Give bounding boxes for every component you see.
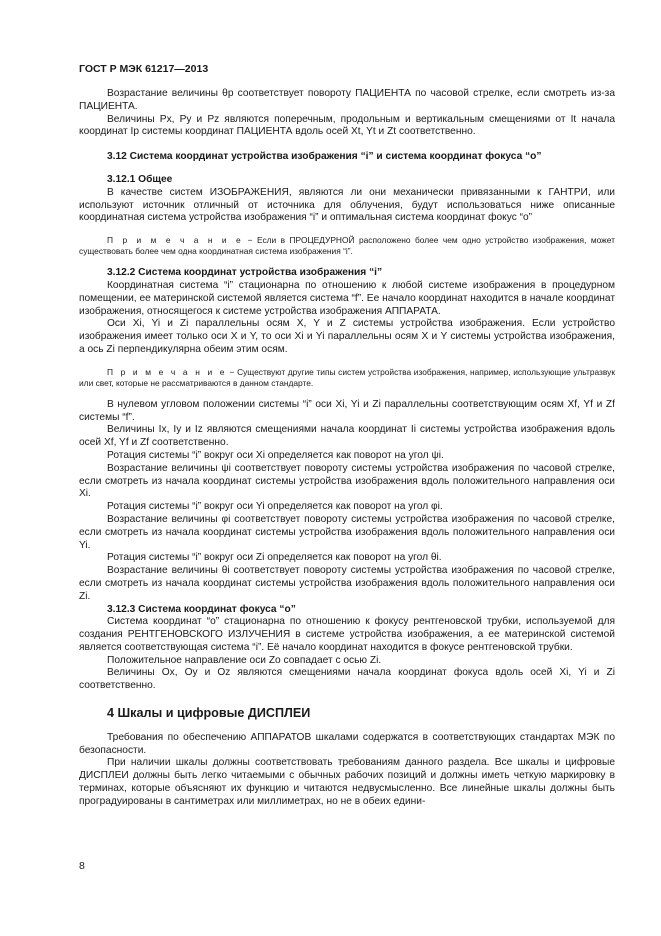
paragraph: Возрастание величины ψi соответствует повороту системы устройства изображения по часовой стрелке, если смотреть из начала координат системы устройства изображения вдоль положительного направления оси Xi.: [79, 462, 615, 500]
note: [79, 367, 615, 389]
paragraph: Оси Xi, Yi и Zi параллельны осям X, Y и Z системы устройства изображения. Если устройство изображения имеет только оси X и Y, то оси Xi и Yi параллельны осям X и Y системы устройства изображения, а ось Zi перпендикулярна обеим этим осям.: [79, 318, 615, 355]
paragraph: Возрастание величины θi соответствует повороту системы устройства изображения по часовой стрелке, если смотреть из начала координат системы устройства изображения вдоль положительного направления оси Zi.: [79, 565, 615, 602]
subsection-heading: 3.12.3 Система координат фокуса “о”: [107, 603, 296, 615]
paragraph: Ротация системы “i” вокруг оси Yi определяется как поворот на угол φi.: [107, 501, 443, 513]
note-text: − Существуют другие типы систем устройства изображения, например, использующие ультразвук или свет, которые не рассматриваются в данном стандарте.: [79, 366, 616, 388]
subsection-heading: 3.12.1 Общее: [107, 173, 173, 185]
note-text: − Если в ПРОЦЕДУРНОЙ расположено более чем одно устройство изображения, может существовать более чем одна координатная система изображения “i”.: [79, 235, 615, 257]
section-heading: 4 Шкалы и цифровые ДИСПЛЕИ: [107, 706, 311, 721]
document-header: ГОСТ Р МЭК 61217—2013: [79, 63, 209, 75]
paragraph: Система координат “о” стационарна по отношению к фокусу рентгеновской трубки, используемой для создания РЕНТГЕНОВСКОГО ИЗЛУЧЕНИЯ в системе устройства изображения, а ее материнской системой является соответствующая система “i”. Её начало координат находится в фокусе рентгеновской трубки.: [79, 616, 615, 653]
paragraph: Величины Px, Py и Pz являются поперечным, продольным и вертикальным смещениями от It начала координат Ip системы координат ПАЦИЕНТА вдоль осей Xt, Yt и Zt соответственно.: [79, 113, 615, 138]
spacer: [79, 164, 615, 174]
paragraph: Возрастание величины θр соответствует повороту ПАЦИЕНТА по часовой стрелке, если смотреть из-за ПАЦИЕНТА.: [79, 88, 615, 112]
note-label: П р и м е ч а н и е: [107, 366, 227, 377]
spacer: [79, 225, 615, 235]
subsection-heading: 3.12.2 Система координат устройства изображения “i”: [107, 267, 383, 279]
spacer: [79, 389, 615, 399]
subsection-heading: 3.12 Система координат устройства изображения “i” и система координат фокуса “o”: [107, 151, 542, 163]
note-label: П р и м е ч а н и е: [107, 235, 244, 246]
paragraph: Величины Ox, Oy и Oz являются смещениями начала координат фокуса вдоль осей Xi, Yi и Zi соответственно.: [79, 667, 615, 692]
spacer: [79, 693, 615, 707]
page-number: 8: [79, 860, 85, 872]
paragraph: Величины Ix, Iy и Iz являются смещениями начала координат Ii системы устройства изображения вдоль осей Xf, Yf и Zf соответственно.: [79, 424, 615, 449]
spacer: [79, 139, 615, 151]
paragraph: Требования по обеспечению АППАРАТОВ шкалами содержатся в соответствующих стандартах МЭК по безопасности.: [79, 731, 615, 756]
spacer: [79, 720, 615, 732]
paragraph: Положительное направление оси Zo совпадает с осью Zi.: [107, 654, 382, 666]
paragraph: При наличии шкалы должны соответствовать требованиям данного раздела. Все шкалы и цифровые ДИСПЛЕИ должны быть легко читаемыми с обычных рабочих позиций и должны иметь четкую маркировку в терминах, которые объясняют их функцию и читаются недвусмысленно. Все линейные шкалы должны быть проградуированы в сантиметрах или миллиметрах, но не в обеих едини-: [79, 757, 615, 807]
spacer: [79, 357, 615, 367]
paragraph: Возрастание величины φi соответствует повороту системы устройства изображения по часовой стрелке, если смотреть из начала координат системы устройства изображения вдоль положительного направления оси Yi.: [79, 513, 615, 551]
document-body: [79, 88, 615, 809]
spacer: [79, 257, 615, 267]
paragraph: Ротация системы “i” вокруг оси Xi определяется как поворот на угол ψi.: [107, 449, 444, 461]
paragraph: В нулевом угловом положении системы “i” оси Xi, Yi и Zi параллельны соответствующим осям Xf, Yf и Zf системы “f”.: [79, 398, 615, 423]
paragraph: Ротация системы “i” вокруг оси Zi определяется как поворот на угол θi.: [107, 552, 442, 564]
paragraph: Координатная система “i” стационарна по отношению к любой системе изображения в процедурном помещении, ее материнской системой является система “f”. Ее начало координат находится в начале координат изображения, относящегося к системе устройства изображения АППАРАТА.: [79, 279, 615, 317]
paragraph: В качестве систем ИЗОБРАЖЕНИЯ, являются ли они механически привязанными к ГАНТРИ, или используют источник отличный от источника для облучения, будут использоваться ниже описанные координатная система устройства изображения “i” и оптимальная система координат фокус “о”: [79, 186, 615, 224]
note: [79, 235, 615, 257]
